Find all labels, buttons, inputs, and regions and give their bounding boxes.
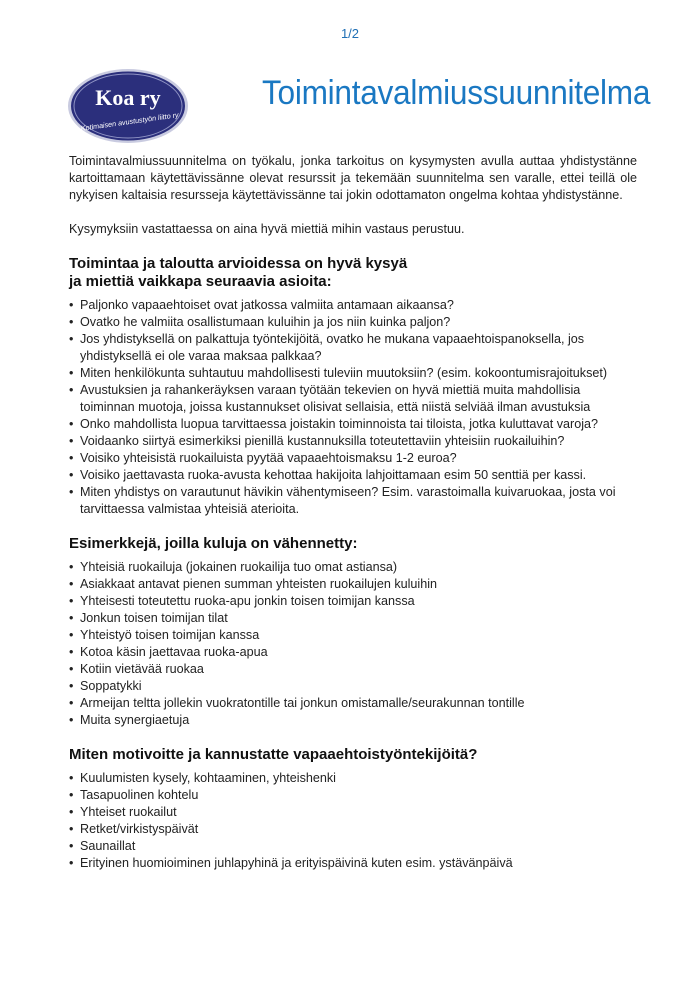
list-item: • Muita synergiaetuja <box>69 712 637 729</box>
list-item: • Kotoa käsin jaettavaa ruoka-apua <box>69 644 637 661</box>
list-item: • Erityinen huomioiminen juhlapyhinä ja erityispäivinä kuten esim. ystävänpäivä <box>69 855 637 872</box>
list-item: • Yhteisiä ruokailuja (jokainen ruokailija tuo omat astiansa) <box>69 559 637 576</box>
list-item: • Yhteiset ruokailut <box>69 804 637 821</box>
section-heading: Esimerkkejä, joilla kuluja on vähennetty: <box>69 535 358 552</box>
question-list <box>69 297 637 518</box>
section-evaluation <box>69 255 637 518</box>
list-item: • Jonkun toisen toimijan tilat <box>69 610 637 627</box>
list-item: • Yhteistyö toisen toimijan kanssa <box>69 627 637 644</box>
section-motivation <box>69 746 637 872</box>
list-item: • Tasapuolinen kohtelu <box>69 787 637 804</box>
list-item: • Soppatykki <box>69 678 637 695</box>
list-item: • Ovatko he valmiita osallistumaan kuluihin ja jos niin kuinka paljon? <box>69 314 637 331</box>
intro-note: Kysymyksiin vastattaessa on aina hyvä miettiä mihin vastaus perustuu. <box>69 222 465 236</box>
document-title: Toimintavalmiussuunnitelma <box>262 74 651 112</box>
section-heading: Miten motivoitte ja kannustatte vapaaehtoistyöntekijöitä? <box>69 746 478 763</box>
list-item: • Jos yhdistyksellä on palkattuja työntekijöitä, ovatko he mukana vapaaehtoispanoksella, jos yhdistyksellä ei ole varaa maksaa palkkaa? <box>69 331 637 365</box>
section-examples <box>69 535 637 729</box>
list-item: • Paljonko vapaaehtoiset ovat jatkossa valmiita antamaan aikaansa? <box>69 297 637 314</box>
heading-line: ja miettiä vaikkapa seuraavia asioita: <box>69 273 332 290</box>
list-item: • Miten henkilökunta suhtautuu mahdollisesti tuleviin muutoksiin? (esim. kokoontumisrajoitukset) <box>69 365 637 382</box>
list-item: • Miten yhdistys on varautunut hävikin vähentymiseen? Esim. varastoimalla kuivaruokaa, josta voi tarvittaessa valmistaa yhteisiä aterioita. <box>69 484 637 518</box>
list-item: • Onko mahdollista luopua tarvittaessa joistakin toiminnoista tai tiloista, jotka kuluttavat varoja? <box>69 416 637 433</box>
logo-title: Koa ry <box>95 85 161 110</box>
list-item: • Asiakkaat antavat pienen summan yhteisten ruokailujen kuluihin <box>69 576 637 593</box>
list-item: • Avustuksien ja rahankeräyksen varaan työtään tekevien on hyvä miettiä muita mahdollisia toiminnan muotoja, joissa kustannukset olisivat sellaisia, että niistä selviää ilman avustuksia <box>69 382 637 416</box>
example-list <box>69 559 637 729</box>
koa-logo <box>66 66 190 146</box>
list-item: • Retket/virkistyspäivät <box>69 821 637 838</box>
list-item: • Voisiko jaettavasta ruoka-avusta kehottaa hakijoita lahjoittamaan esim 50 senttiä per kassi. <box>69 467 637 484</box>
list-item: • Yhteisesti toteutettu ruoka-apu jonkin toisen toimijan kanssa <box>69 593 637 610</box>
document-body <box>69 153 637 872</box>
list-item: • Armeijan teltta jollekin vuokratontille tai jonkun omistamalle/seurakunnan tontille <box>69 695 637 712</box>
list-item: • Kuulumisten kysely, kohtaaminen, yhteishenki <box>69 770 637 787</box>
motivation-list <box>69 770 637 872</box>
list-item: • Voidaanko siirtyä esimerkiksi pienillä kustannuksilla toteutettaviin yhteisiin ruokailuihin? <box>69 433 637 450</box>
page-number: 1/2 <box>340 26 360 41</box>
list-item: • Voisiko yhteisistä ruokailuista pyytää vapaaehtoismaksu 1-2 euroa? <box>69 450 637 467</box>
heading-line: Toimintaa ja taloutta arvioidessa on hyvä kysyä <box>69 255 408 272</box>
intro-paragraph: Toimintavalmiussuunnitelma on työkalu, jonka tarkoitus on kysymysten avulla auttaa yhdistystänne kartoittamaan käytettävissänne olevat resurssit ja tekemään suunnitelma sen varalle, ettei teillä ole nykyisen kaltaisia resursseja käytettävissänne tai jokin odottamaton ongelma kohtaa yhdistystänne. <box>69 154 637 202</box>
logo-subtitle: Kotimaisen avustustyön liitto ry <box>80 110 180 133</box>
list-item: • Kotiin vietävää ruokaa <box>69 661 637 678</box>
logo-emblem <box>66 66 190 146</box>
section-heading <box>69 255 637 291</box>
list-item: • Saunaillat <box>69 838 637 855</box>
